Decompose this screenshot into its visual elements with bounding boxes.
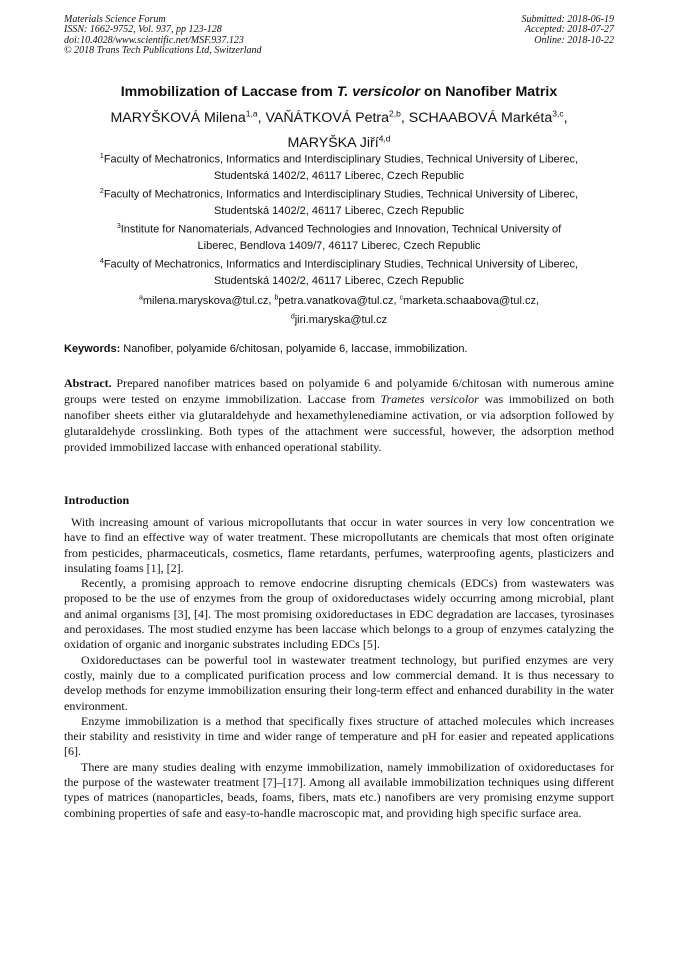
affiliation: $^3$Institute for Nanomaterials, Advanced Technologies and Innovation, Technical University of Liberec, Bendlova 1409/7, 46117 Liberec, Czech Republic <box>116 223 562 253</box>
paragraph: Recently, a promising approach to remove endocrine disrupting chemicals (EDCs) from wastewaters was proposed to be the use of enzymes from the group of oxidoreductases widely occurring among microbial, plant and animal organisms [3], [4]. The most promising oxidoreductases in EDC degradation are laccases, tyrosinases and peroxidases. The most studied enzyme has been laccase which belongs to a group of enzymes catalyzing the oxidation of organic and inorganic substrates including EDCs [5]. <box>64 576 614 652</box>
journal-name: Materials Science Forum <box>64 14 166 25</box>
accepted-date: Accepted: 2018-07-27 <box>524 24 614 36</box>
author: SCHAABOVÁ Markéta$^{3,c}$, <box>408 108 568 126</box>
paragraph: With increasing amount of various micropollutants that occur in water sources in very low concentration we have to find an effective way of water treatment. These micropollutants are chemicals that most often originate from pesticides, pharmaceuticals, cosmetics, flame retardants, perfumes, waterproofing agents, plasticizers and insulating foams [1], [2]. <box>64 515 614 575</box>
author-list <box>40 103 638 154</box>
email-list: $^a$milena.maryskova@tul.cz, $^b$petra.vanatkova@tul.cz, $^c$marketa.schaabova@tul.cz, $^d$jiri.maryska@tul.cz <box>138 294 540 326</box>
abstract-species: Trametes versicolor <box>380 391 479 406</box>
journal-info <box>64 15 262 57</box>
journal-doi[interactable]: doi:10.4028/www.scientific.net/MSF.937.123 <box>64 34 244 46</box>
affiliation: $^2$Faculty of Mechatronics, Informatics and Interdisciplinary Studies, Technical University of Liberec, Studentská 1402/2, 46117 Liberec, Czech Republic <box>99 188 579 218</box>
email-link[interactable]: $^d$jiri.maryska@tul.cz <box>290 313 388 326</box>
title-species: T. versicolor <box>336 84 421 100</box>
affiliation: $^4$Faculty of Mechatronics, Informatics and Interdisciplinary Studies, Technical University of Liberec, Studentská 1402/2, 46117 Liberec, Czech Republic <box>99 258 579 288</box>
abstract-label: Abstract. <box>64 376 112 390</box>
journal-copyright: © 2018 Trans Tech Publications Ltd, Switzerland <box>64 45 262 57</box>
author: VAŇÁTKOVÁ Petra$^{2,b}$, <box>265 108 409 126</box>
journal-issn: ISSN: 1662-9752, Vol. 937, pp 123-128 <box>64 24 222 36</box>
dates-info <box>522 15 615 46</box>
affiliation: $^1$Faculty of Mechatronics, Informatics and Interdisciplinary Studies, Technical University of Liberec, Studentská 1402/2, 46117 Liberec, Czech Republic <box>99 153 579 183</box>
submitted-date: Submitted: 2018-06-19 <box>521 14 614 25</box>
paragraph: Oxidoreductases can be powerful tool in wastewater treatment technology, but purified enzymes are very costly, mainly due to a complicated purification process and low commercial demand. It is thus necessary to develop methods for enzyme immobilization ensuring their long-term effect and enhanced durability in the water environment. <box>64 652 614 713</box>
author: MARYŠKA Jiří$^{4,d}$ <box>287 133 391 152</box>
keywords-label: Keywords: <box>64 343 121 355</box>
online-date: Online: 2018-10-22 <box>534 34 614 46</box>
email-link[interactable]: $^b$petra.vanatkova@tul.cz <box>274 294 394 307</box>
paragraph: There are many studies dealing with enzyme immobilization, namely immobilization of oxidoreductases for the purpose of the wastewater treatment [7]–[17]. Among all available immobilization techniques using different types of matrices (nanoparticles, beads, foams, fibers, mats etc.) nanofibers are very promising enzyme support combining properties of safe and easy-to-handle macroscopic mat, and providing high specific surface area. <box>64 759 614 820</box>
paragraph: Enzyme immobilization is a method that specifically fixes structure of attached molecules which increases their stability and resistivity in time and wider range of temperature and pH for easier and repeated applications [6]. <box>64 713 614 759</box>
email-link[interactable]: $^c$marketa.schaabova@tul.cz <box>399 294 536 307</box>
introduction-body <box>64 515 614 821</box>
email-link[interactable]: $^a$milena.maryskova@tul.cz <box>138 294 269 307</box>
section-heading: Introduction <box>64 493 130 507</box>
author: MARYŠKOVÁ Milena$^{1,a}$, <box>110 108 266 126</box>
keywords <box>64 343 624 355</box>
paper-title <box>40 84 638 100</box>
keywords-text: Nanofiber, polyamide 6/chitosan, polyamide 6, laccase, immobilization. <box>120 343 468 355</box>
title-part1: Immobilization of Laccase from <box>120 84 337 100</box>
abstract: Abstract. Prepared nanofiber matrices based on polyamide 6 and polyamide 6/chitosan with numerous amine groups were tested on enzyme immobilization. Laccase from Trametes versicolor was immobilized on both nanofiber sheets either via glutaraldehyde and hexamethylenediamine activation, or via adsorption followed by glutaraldehyde crosslinking. Both types of the attachment were successful, however, the adsorption method provided immobilized laccase with enhanced operational stability. <box>64 376 614 454</box>
title-part2: on Nanofiber Matrix <box>420 84 558 100</box>
